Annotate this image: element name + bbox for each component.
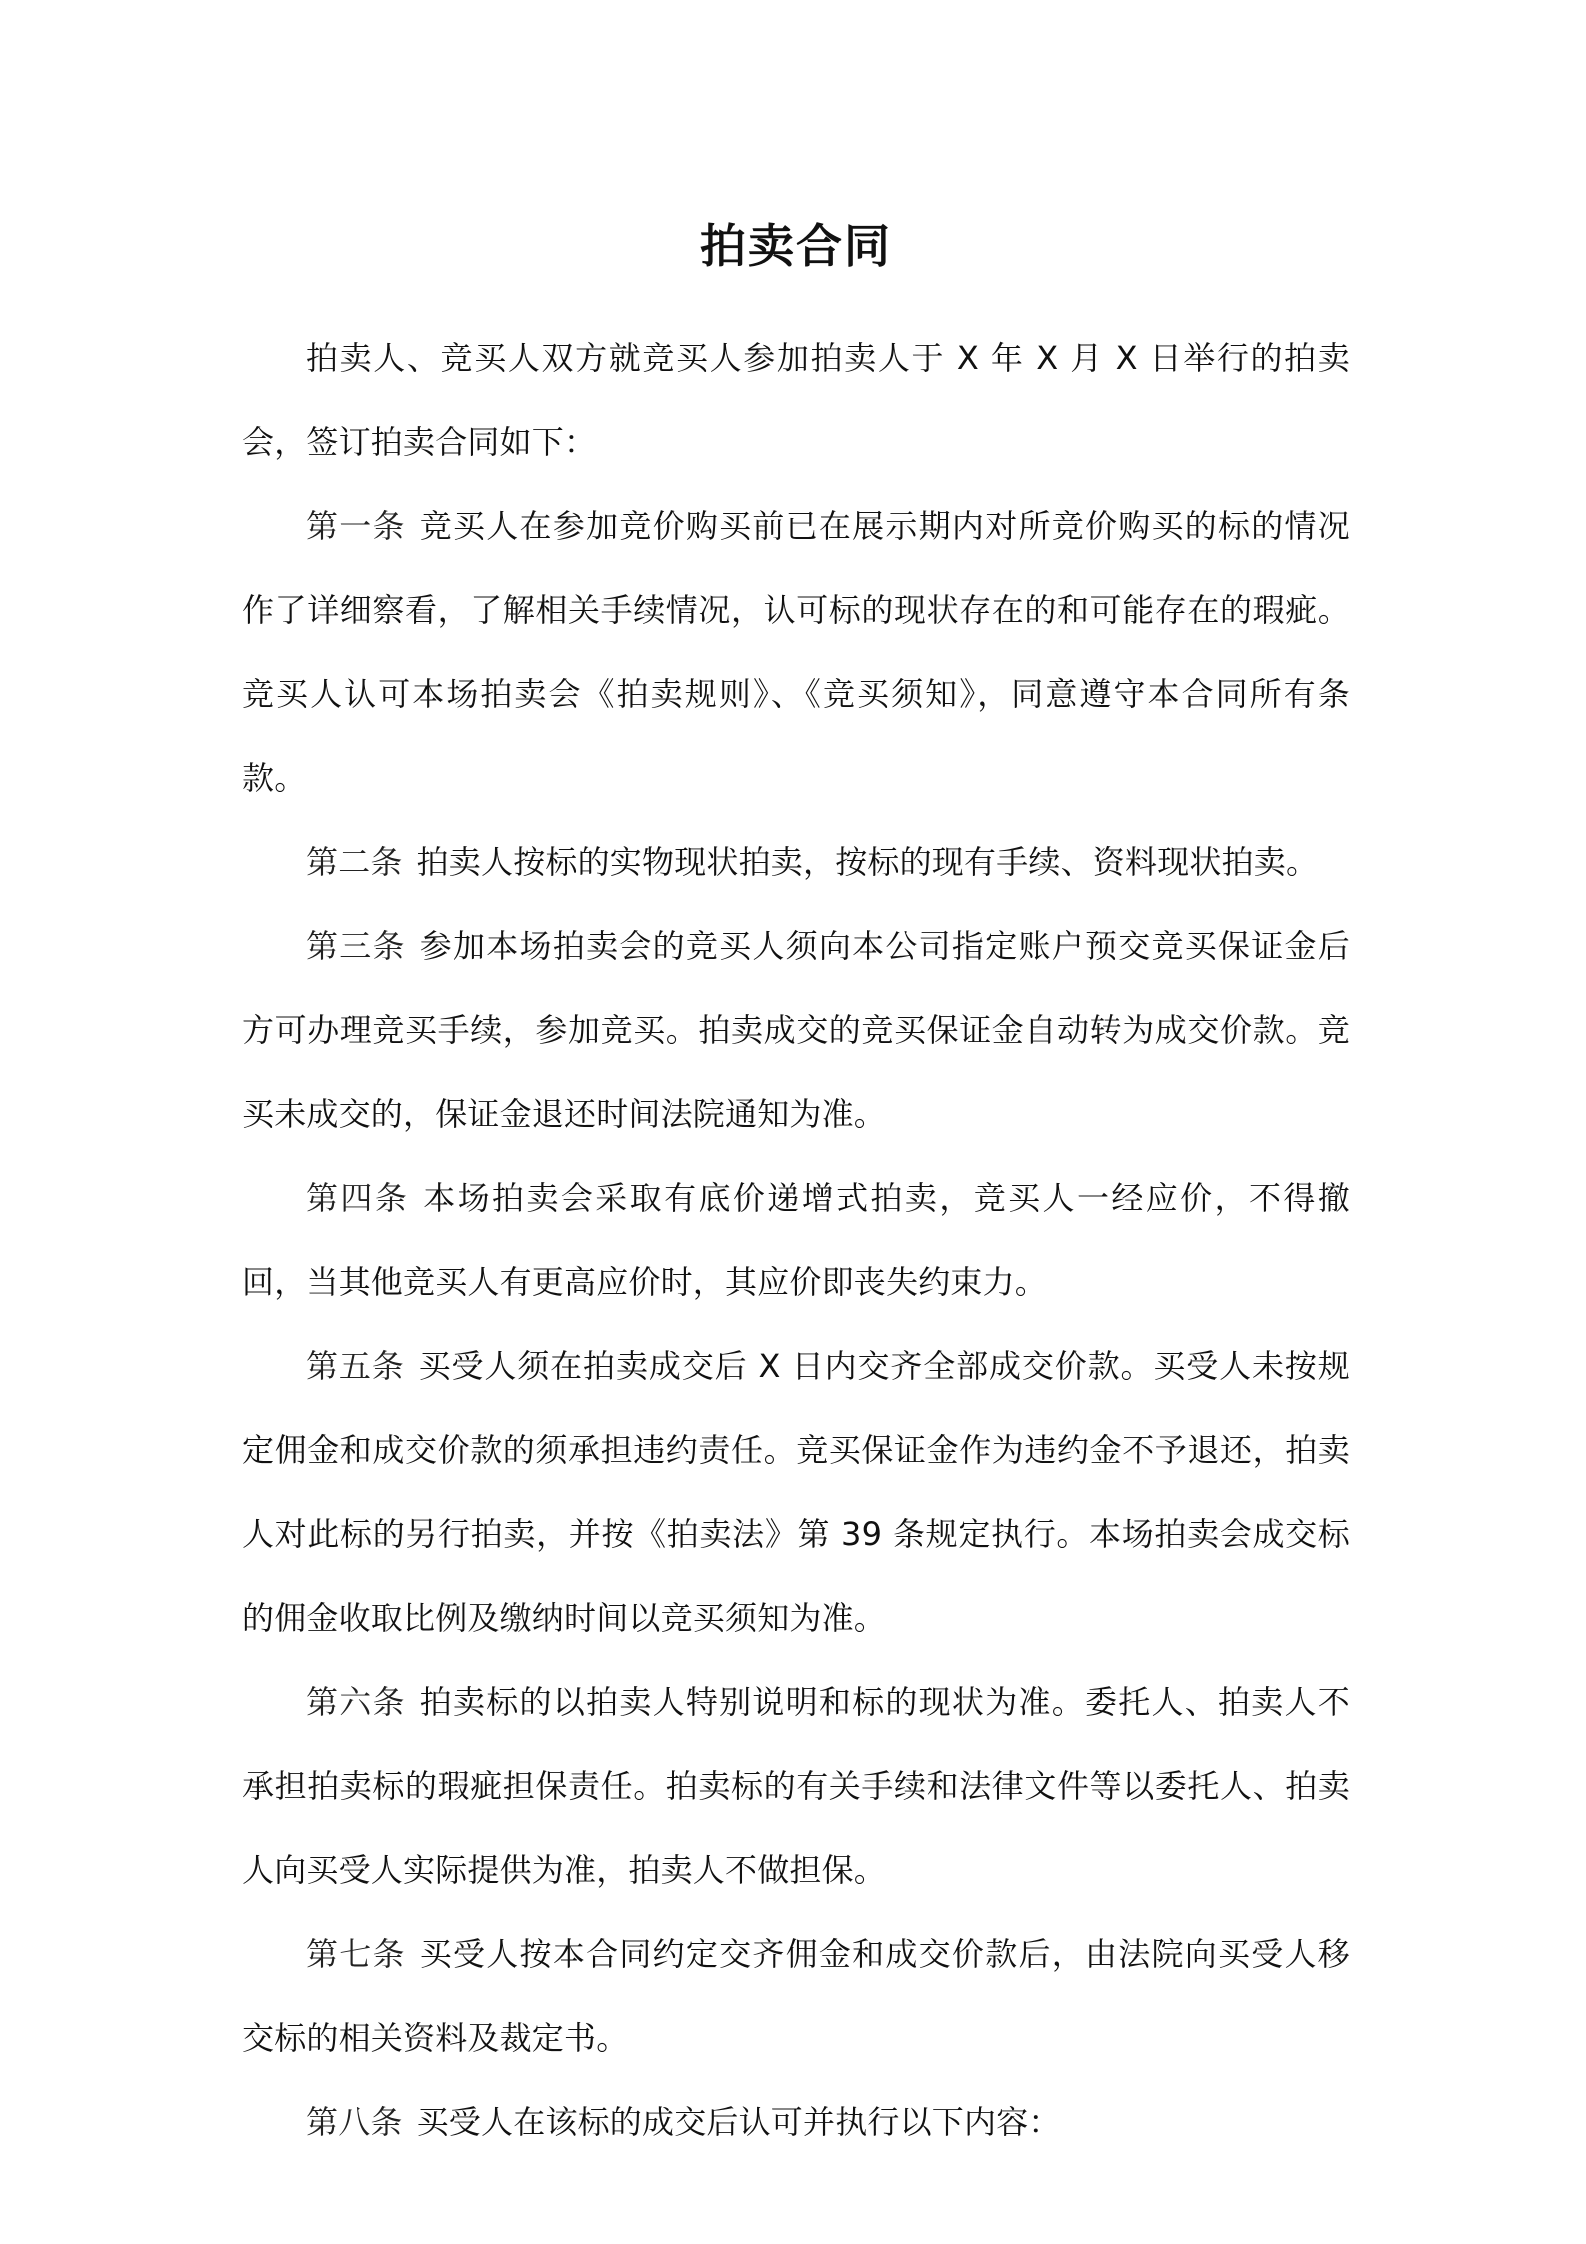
article-label: 第七条 — [306, 1935, 406, 1973]
article-label: 第四条 — [306, 1179, 410, 1217]
article-label: 第六条 — [306, 1683, 406, 1721]
article-label: 第五条 — [306, 1347, 405, 1385]
article-text: 参加本场拍卖会的竞买人须向本公司指定账户预交竞买保证金后方可办理竞买手续，参加竞买。拍卖成交的竞买保证金自动转为成交价款。竞买未成交的，保证金退还时间法院通知为准。 — [242, 927, 1350, 1133]
article-text: 拍卖人按标的实物现状拍卖，按标的现有手续、资料现状拍卖。 — [416, 843, 1319, 881]
article-text: 买受人按本合同约定交齐佣金和成交价款后，由法院向买受人移交标的相关资料及裁定书。 — [242, 1935, 1350, 2057]
intro-paragraph: 拍卖人、竞买人双方就竞买人参加拍卖人于 X 年 X 月 X 日举行的拍卖会，签订拍卖合同如下： — [242, 339, 1350, 461]
document-title: 拍卖合同 — [700, 219, 892, 273]
article-4 — [242, 1156, 1350, 1324]
article-text: 买受人在该标的成交后认可并执行以下内容： — [416, 2103, 1061, 2141]
article-text: 本场拍卖会采取有底价递增式拍卖，竞买人一经应价，不得撤回，当其他竞买人有更高应价时，其应价即丧失约束力。 — [242, 1179, 1351, 1301]
article-text: 竞买人在参加竞价购买前已在展示期内对所竞价购买的标的情况作了详细察看，了解相关手续情况，认可标的现状存在的和可能存在的瑕疵。竞买人认可本场拍卖会《拍卖规则》、《竞买须知》，同意遵守本合同所有条款。 — [242, 507, 1350, 797]
article-label: 第三条 — [306, 927, 406, 965]
article-label: 第二条 — [306, 843, 403, 881]
article-8 — [242, 2080, 1350, 2164]
article-3 — [242, 904, 1350, 1156]
article-5 — [242, 1324, 1350, 1660]
article-6 — [242, 1660, 1350, 1912]
article-text: 买受人须在拍卖成交后 X 日内交齐全部成交价款。买受人未按规定佣金和成交价款的须承担违约责任。竞买保证金作为违约金不予退还，拍卖人对此标的另行拍卖，并按《拍卖法》第 39 条规定执行。本场拍卖会成交标的佣金收取比例及缴纳时间以竞买须知为准。 — [242, 1347, 1350, 1637]
article-label: 第八条 — [306, 2103, 403, 2141]
article-2 — [242, 820, 1350, 904]
article-1 — [242, 484, 1350, 820]
article-7 — [242, 1912, 1350, 2080]
document-body — [242, 210, 1350, 2164]
article-text: 拍卖标的以拍卖人特别说明和标的现状为准。委托人、拍卖人不承担拍卖标的瑕疵担保责任。拍卖标的有关手续和法律文件等以委托人、拍卖人向买受人实际提供为准，拍卖人不做担保。 — [242, 1683, 1350, 1889]
article-label: 第一条 — [306, 507, 406, 545]
